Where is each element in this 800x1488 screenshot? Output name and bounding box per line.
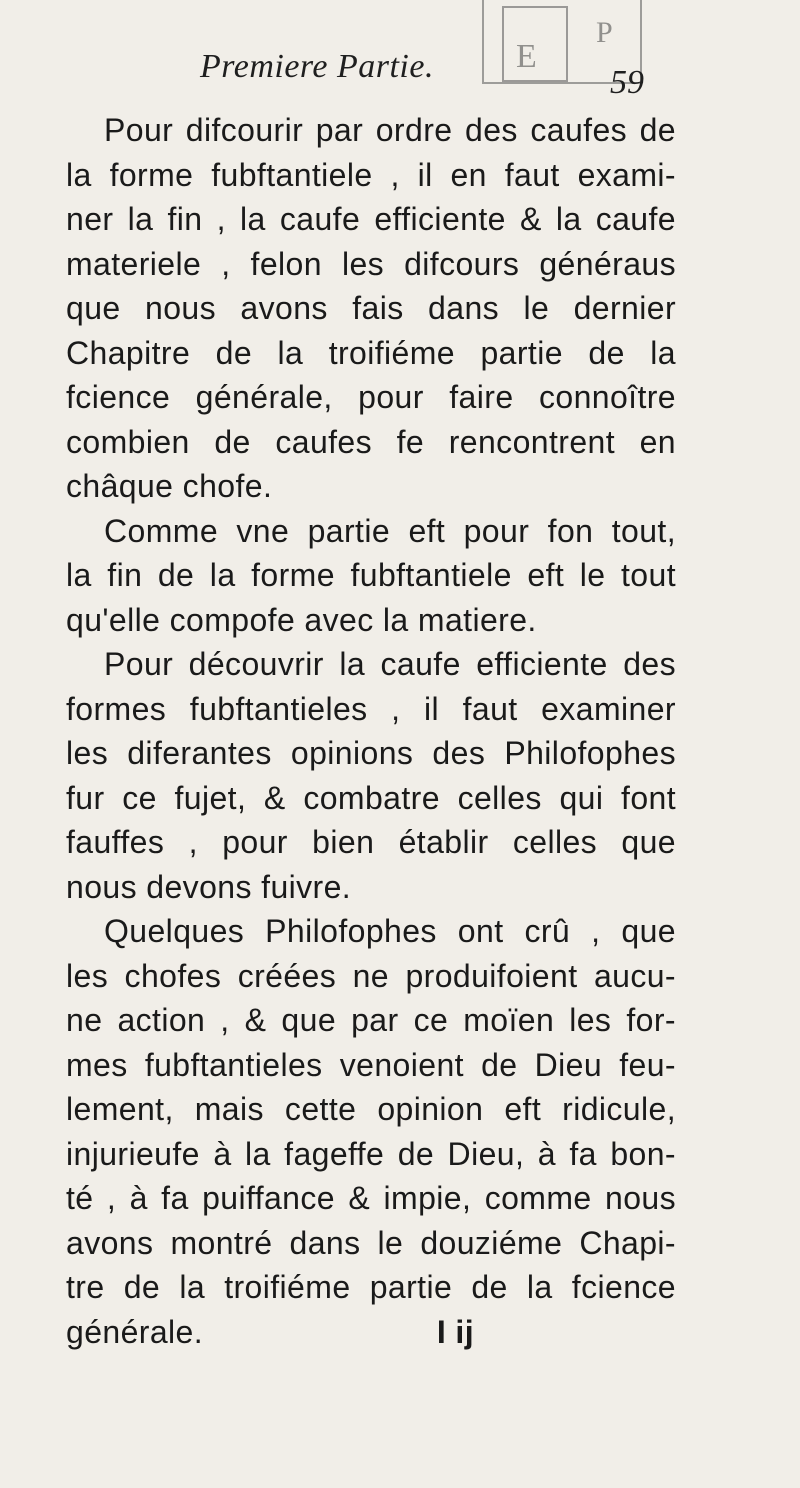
body-text bbox=[66, 108, 676, 1354]
text-line: nous devons fuivre. bbox=[66, 868, 352, 905]
text-line: la fin de la forme fubftantiele eft le tout bbox=[66, 557, 676, 593]
text-line: ner la fin , la caufe efficiente & la caufe bbox=[66, 201, 676, 237]
paragraph-4 bbox=[66, 909, 676, 1310]
paragraph-3 bbox=[66, 642, 676, 909]
text-line: combien de caufes fe rencontrent en bbox=[66, 423, 676, 460]
text-line: fauffes , pour bien établir celles que bbox=[66, 824, 676, 860]
stamp-letter-right: P bbox=[596, 16, 613, 49]
text-line: les diferantes opinions des Philofophes bbox=[66, 735, 676, 771]
text-line: Comme vne partie eft pour fon tout, bbox=[104, 512, 676, 549]
paragraph-1 bbox=[66, 108, 676, 509]
stamp-frame bbox=[502, 6, 568, 82]
paragraph-2 bbox=[66, 509, 676, 643]
text-line: fcience générale, pour faire connoître bbox=[66, 379, 676, 415]
text-line: Pour découvrir la caufe efficiente des bbox=[104, 646, 676, 682]
text-line: té , à fa puiffance & impie, comme nous bbox=[66, 1180, 676, 1216]
page-number: 59 bbox=[610, 64, 644, 101]
text-line: Quelques Philofophes ont crû , que bbox=[104, 913, 676, 949]
text-line: Chapitre de la troifiéme partie de la bbox=[66, 334, 676, 371]
text-line: injurieufe à la fageffe de Dieu, à fa bon- bbox=[66, 1135, 676, 1172]
text-line: la forme fubftantiele , il en faut exami- bbox=[66, 156, 676, 193]
text-line: materiele , felon les difcours généraus bbox=[66, 245, 676, 282]
text-line: les chofes créées ne produifoient aucu- bbox=[66, 957, 676, 994]
text-line: ne action , & que par ce moïen les for- bbox=[66, 1002, 676, 1038]
text-line: qu'elle compofe avec la matiere. bbox=[66, 601, 537, 638]
text-line: lement, mais cette opinion eft ridicule, bbox=[66, 1091, 676, 1127]
text-line: Pour difcourir par ordre des caufes de bbox=[104, 112, 676, 148]
text-line: que nous avons fais dans le dernier bbox=[66, 290, 676, 326]
text-line: fur ce fujet, & combatre celles qui font bbox=[66, 779, 676, 816]
final-line bbox=[66, 1310, 644, 1355]
running-head: Premiere Partie. bbox=[200, 48, 434, 85]
text-line: châque chofe. bbox=[66, 468, 273, 504]
text-line: formes fubftantieles , il faut examiner bbox=[66, 690, 676, 727]
signature-mark: I ij bbox=[436, 1313, 474, 1350]
text-line: tre de la troifiéme partie de la fcience bbox=[66, 1269, 676, 1305]
stamp-letter-left: E bbox=[516, 38, 537, 75]
text-line: mes fubftantieles venoient de Dieu feu- bbox=[66, 1046, 676, 1083]
final-word: générale. bbox=[66, 1313, 204, 1350]
text-line: avons montré dans le douziéme Chapi- bbox=[66, 1224, 676, 1261]
